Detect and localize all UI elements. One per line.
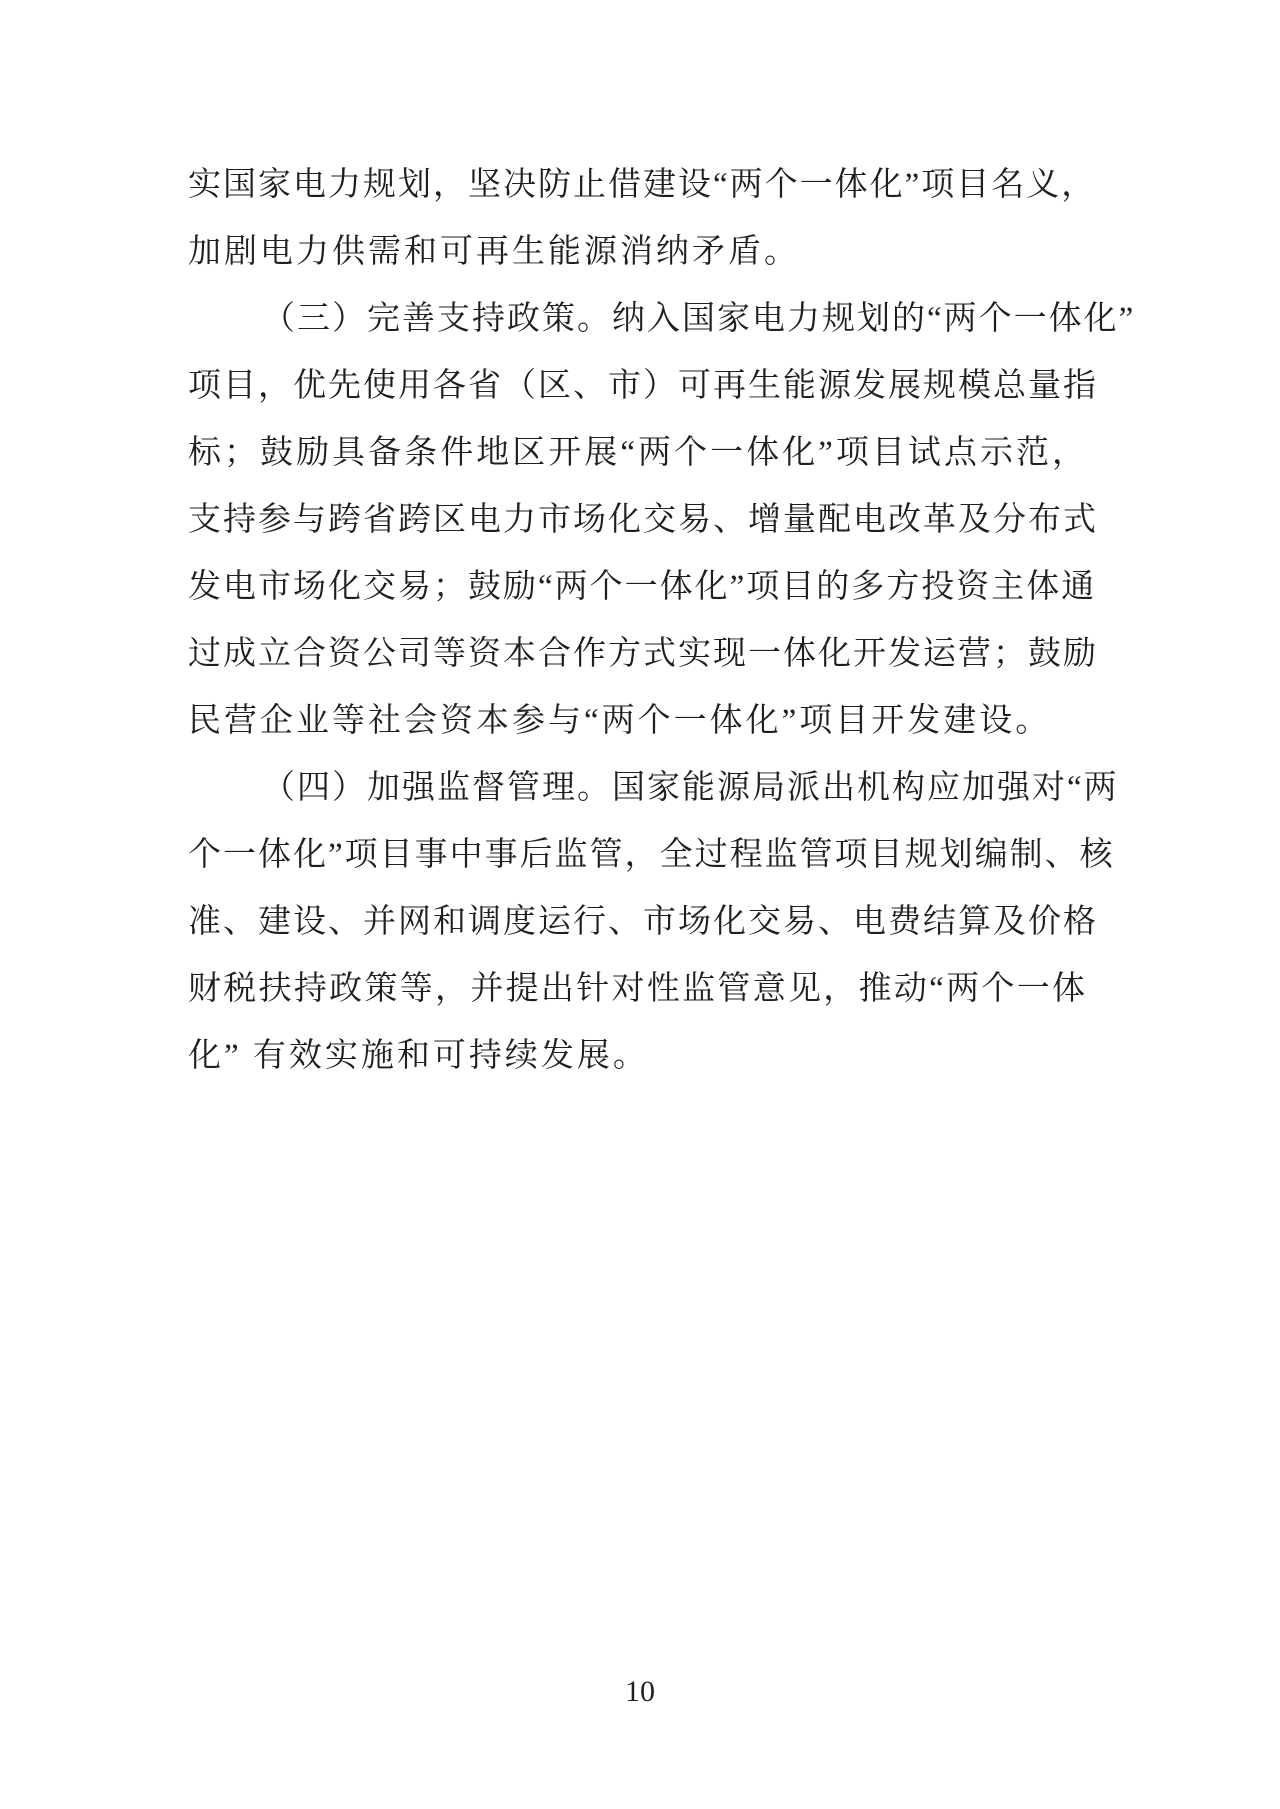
- text-line: （四）加强监督管理。国家能源局派出机构应加强对“两: [262, 770, 1119, 806]
- text-line: 化” 有效实施和可持续发展。: [188, 1038, 649, 1074]
- text-line: 财税扶持政策等，并提出针对性监管意见，推动“两个一体: [188, 971, 1087, 1007]
- text-line: 实国家电力规划，坚决防止借建设“两个一体化”项目名义，: [188, 167, 1097, 203]
- text-line: 民营企业等社会资本参与“两个一体化”项目开发建设。: [188, 703, 1052, 739]
- text-line: 发电市场化交易；鼓励“两个一体化”项目的多方投资主体通: [188, 569, 1097, 605]
- text-line: （三）完善支持政策。纳入国家电力规划的“两个一体化”: [262, 301, 1136, 337]
- text-line: 过成立合资公司等资本合作方式实现一体化开发运营；鼓励: [188, 636, 1098, 672]
- paragraph-item-three: [188, 286, 1136, 755]
- text-line: 项目，优先使用各省（区、市）可再生能源发展规模总量指: [188, 368, 1098, 404]
- text-line: 加剧电力供需和可再生能源消纳矛盾。: [188, 234, 800, 270]
- text-line: 支持参与跨省跨区电力市场化交易、增量配电改革及分布式: [188, 502, 1098, 538]
- text-line: 个一体化”项目事中事后监管，全过程监管项目规划编制、核: [188, 837, 1115, 873]
- paragraph-item-four: [188, 755, 1119, 1090]
- paragraph-continuation: [188, 152, 1097, 286]
- text-line: 准、建设、并网和调度运行、市场化交易、电费结算及价格: [188, 904, 1098, 940]
- page-number: 10: [625, 1675, 655, 1708]
- body-text: [188, 152, 1136, 1090]
- text-line: 标；鼓励具备条件地区开展“两个一体化”项目试点示范，: [188, 435, 1087, 471]
